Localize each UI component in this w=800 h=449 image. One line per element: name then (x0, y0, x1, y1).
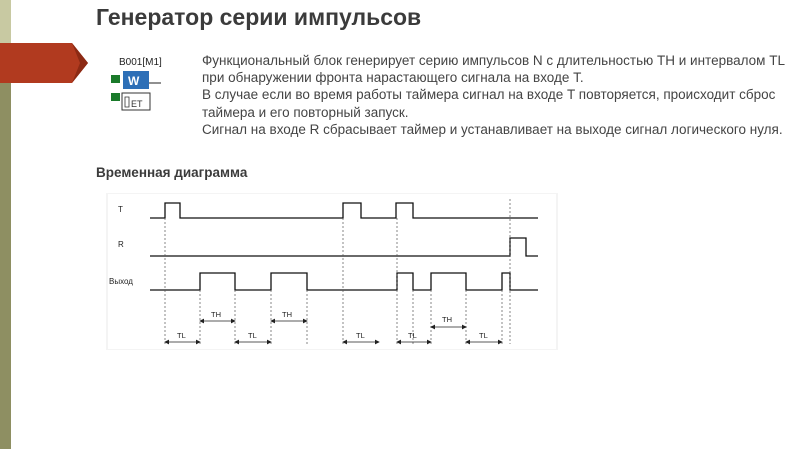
tl-label: TL (356, 331, 365, 340)
block-label-top: W (128, 74, 140, 88)
signal-label-t: T (118, 205, 123, 214)
timing-diagram (108, 194, 556, 349)
sidebar-strip-top (0, 0, 11, 48)
waveform-t (150, 203, 538, 218)
time-markers (165, 199, 510, 344)
block-input-pin (111, 93, 120, 101)
diagram-title: Временная диаграмма (96, 165, 248, 180)
tl-label: TL (408, 331, 417, 340)
block-input-pin (111, 75, 120, 83)
tl-label: TL (479, 331, 488, 340)
page-title: Генератор серии импульсов (96, 4, 422, 30)
waveform-r (150, 238, 538, 256)
th-label: TH (282, 310, 292, 319)
description-paragraph: Функциональный блок генерирует серию импульсов N с длительностью TH и интервалом TL при обнаружении фронта нарастающего сигнала на входе T. (202, 53, 785, 86)
block-label-bottom: ET (131, 99, 143, 109)
block-name: B001[M1] (119, 57, 162, 68)
tl-label: TL (248, 331, 257, 340)
description-paragraph: В случае если во время работы таймера сигнал на входе T повторяется, происходит сброс таймера и его повторный запуск. (202, 87, 776, 120)
function-block-symbol (109, 53, 180, 118)
th-dimensions (200, 321, 466, 327)
tl-label: TL (177, 331, 186, 340)
description-paragraph: Сигнал на входе R сбрасывает таймер и устанавливает на выходе сигнал логического нуля. (202, 121, 783, 137)
signal-label-r: R (118, 240, 124, 249)
decorative-arrow (0, 43, 90, 83)
th-label: TH (442, 315, 452, 324)
th-label: TH (211, 310, 221, 319)
signal-label-out: Выход (109, 277, 133, 286)
waveform-output (150, 273, 538, 290)
description (202, 52, 798, 138)
